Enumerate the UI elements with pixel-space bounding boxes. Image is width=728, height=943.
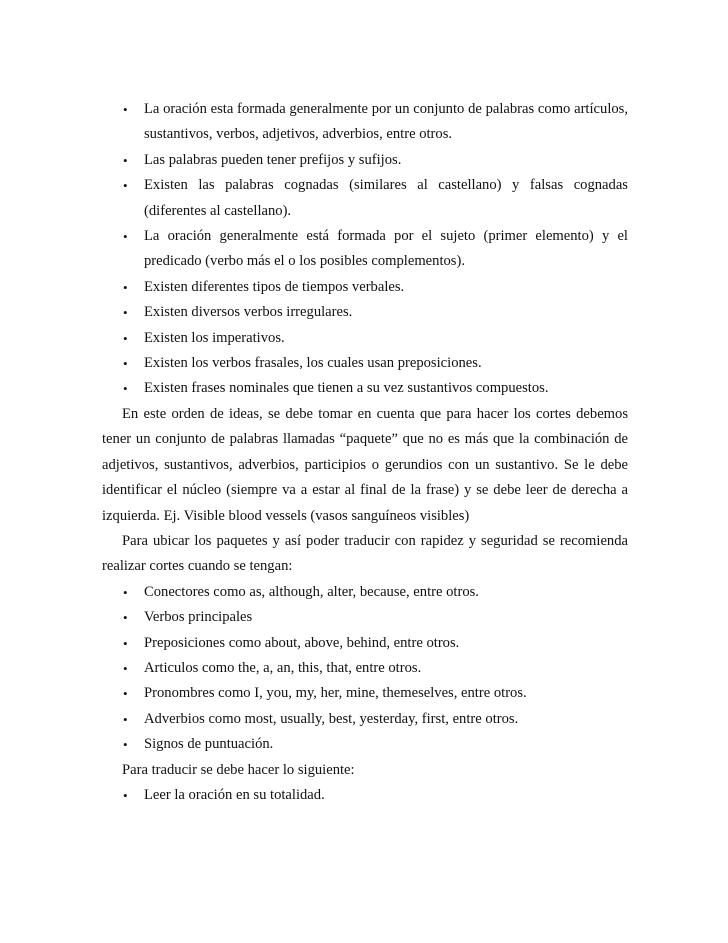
bullet-icon: • (123, 686, 128, 702)
list-item: • Signos de puntuación. (102, 732, 628, 757)
list-item: • Articulos como the, a, an, this, that, entre otros. (102, 656, 628, 681)
bullet-icon: • (123, 711, 128, 727)
list-item: • Existen diferentes tipos de tiempos verbales. (102, 275, 628, 300)
bullet-icon: • (123, 330, 128, 346)
bullet-icon: • (123, 660, 128, 676)
list-item: • Existen los verbos frasales, los cuales usan preposiciones. (102, 351, 628, 376)
list-item: • Conectores como as, although, alter, because, entre otros. (102, 580, 628, 605)
bullet-icon: • (123, 356, 128, 372)
list-item: • La oración esta formada generalmente por un conjunto de palabras como artículos, sustantivos, verbos, adjetivos, adverbios, entre otros. (102, 97, 628, 148)
list-item: • Las palabras pueden tener prefijos y sufijos. (102, 148, 628, 173)
list-item: • Leer la oración en su totalidad. (102, 783, 628, 808)
bullet-list-language-facts (102, 97, 628, 402)
document-body (102, 97, 628, 808)
bullet-icon: • (123, 381, 128, 397)
bullet-icon: • (123, 279, 128, 295)
bullet-icon: • (123, 305, 128, 321)
bullet-icon: • (123, 635, 128, 651)
list-item: • Existen las palabras cognadas (similares al castellano) y falsas cognadas (diferentes al castellano). (102, 173, 628, 224)
bullet-list-traducir (102, 783, 628, 808)
list-item: • Existen diversos verbos irregulares. (102, 300, 628, 325)
list-item: • Adverbios como most, usually, best, yesterday, first, entre otros. (102, 707, 628, 732)
bullet-icon: • (123, 584, 128, 600)
paragraph-cortes-intro: Para ubicar los paquetes y así poder traducir con rapidez y seguridad se recomienda realizar cortes cuando se tengan: (102, 532, 628, 575)
paragraph-traducir-intro: Para traducir se debe hacer lo siguiente: (122, 761, 355, 778)
list-item: • Pronombres como I, you, my, her, mine, themeselves, entre otros. (102, 681, 628, 706)
list-item: • La oración generalmente está formada por el sujeto (primer elemento) y el predicado (verbo más el o los posibles complementos). (102, 224, 628, 275)
bullet-icon: • (123, 787, 128, 803)
bullet-icon: • (123, 610, 128, 626)
bullet-list-cortes (102, 580, 628, 758)
bullet-icon: • (123, 152, 128, 168)
bullet-icon: • (123, 229, 128, 245)
list-item: • Existen frases nominales que tienen a su vez sustantivos compuestos. (102, 376, 628, 401)
bullet-icon: • (123, 178, 128, 194)
list-item: • Verbos principales (102, 605, 628, 630)
paragraph-paquete: En este orden de ideas, se debe tomar en cuenta que para hacer los cortes debemos tener un conjunto de palabras llamadas “paquete” que no es más que la combinación de adjetivos, sustantivos, adverbios, participios o gerundios con un sustantivo. Se le debe identificar el núcleo (siempre va a estar al final de la frase) y se debe leer de derecha a izquierda. Ej. Visible blood vessels (vasos sanguíneos visibles) (102, 405, 628, 524)
bullet-icon: • (123, 737, 128, 753)
list-item: • Preposiciones como about, above, behind, entre otros. (102, 631, 628, 656)
bullet-icon: • (123, 102, 128, 117)
list-item: • Existen los imperativos. (102, 326, 628, 351)
